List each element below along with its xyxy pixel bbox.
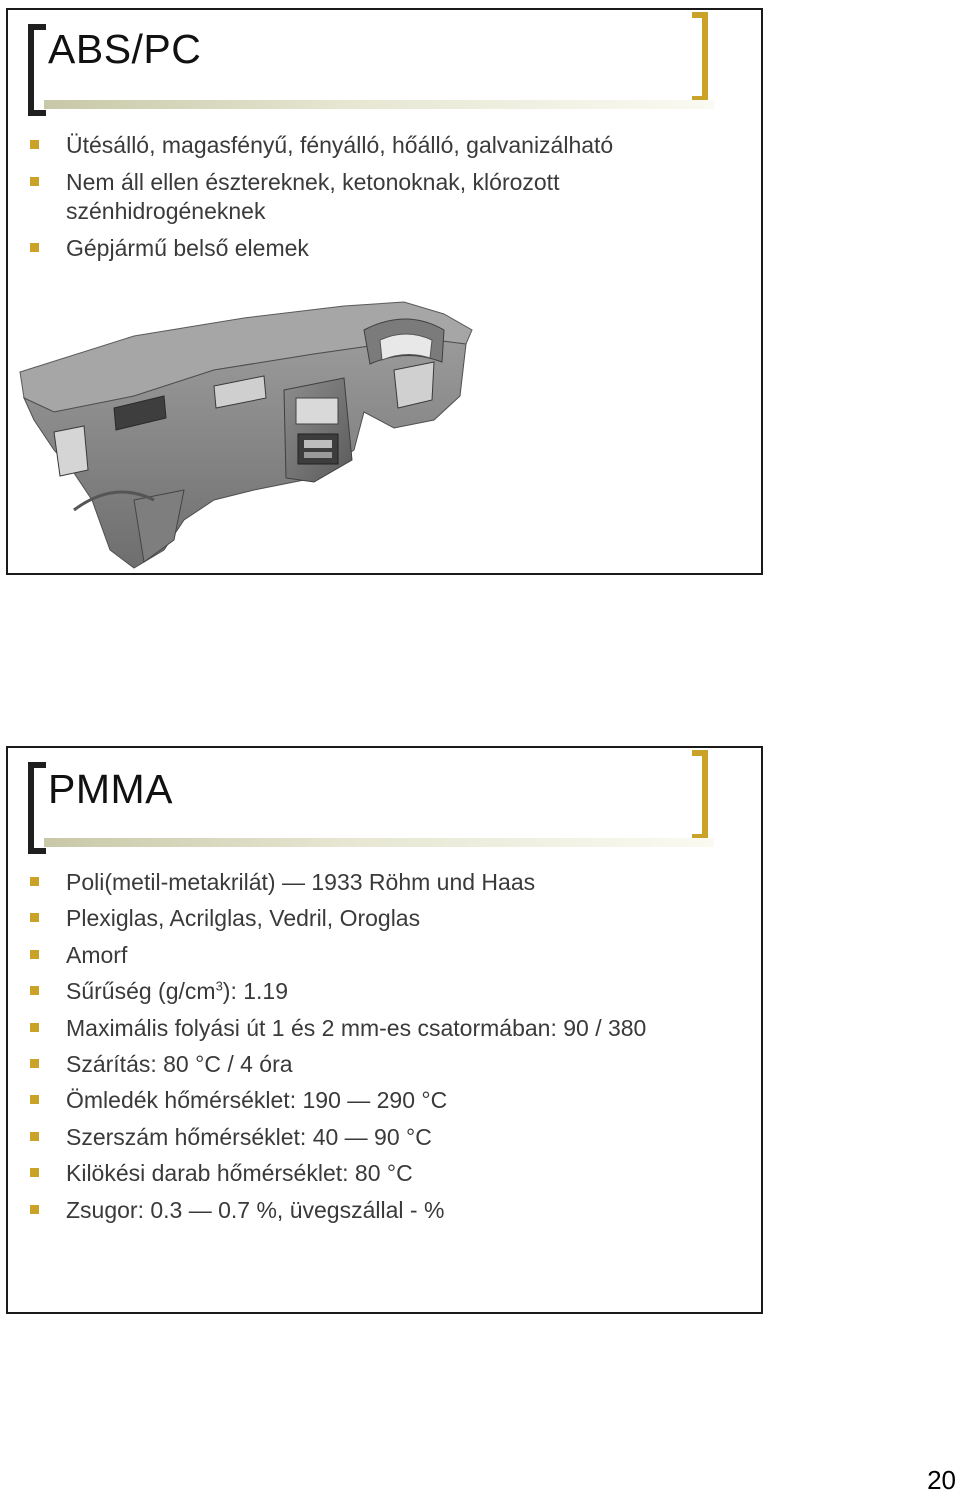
bullet-square-icon bbox=[30, 913, 39, 922]
list-item bbox=[8, 937, 728, 973]
bullet-text: Kilökési darab hőmérséklet: 80 °C bbox=[66, 1160, 413, 1187]
list-item bbox=[8, 864, 728, 900]
list-item bbox=[8, 1192, 728, 1228]
title-right-bracket bbox=[692, 750, 708, 840]
bullet-text: Gépjármű belső elemek bbox=[66, 235, 309, 261]
bullet-text: Ütésálló, magasfényű, fényálló, hőálló, galvanizálható bbox=[66, 132, 614, 158]
density-label: Sűrűség (g/cm bbox=[66, 978, 216, 1005]
list-item bbox=[8, 1082, 728, 1118]
slide-title: PMMA bbox=[48, 766, 173, 812]
list-item bbox=[8, 900, 728, 936]
slide-title: ABS/PC bbox=[48, 26, 202, 72]
bullet-square-icon bbox=[30, 950, 39, 959]
bullet-text: Poli(metil-metakrilát) — 1933 Röhm und Haas bbox=[66, 869, 536, 895]
list-item bbox=[8, 1010, 728, 1046]
list-item bbox=[8, 1046, 728, 1082]
title-underline bbox=[44, 838, 714, 847]
density-superscript: 3 bbox=[215, 978, 223, 994]
list-item bbox=[8, 234, 708, 263]
bullet-square-icon bbox=[30, 1205, 39, 1214]
bullet-square-icon bbox=[30, 243, 39, 252]
slide-abs-pc bbox=[6, 8, 763, 575]
bullet-square-icon bbox=[30, 1168, 39, 1177]
car-dashboard-image bbox=[14, 300, 474, 572]
bullet-square-icon bbox=[30, 1132, 39, 1141]
list-item bbox=[8, 1155, 728, 1191]
slide-pmma bbox=[6, 746, 763, 1314]
title-right-bracket bbox=[692, 12, 708, 102]
page-number: 20 bbox=[927, 1465, 956, 1495]
bullet-square-icon bbox=[30, 1095, 39, 1104]
bullet-text: Plexiglas, Acrilglas, Vedril, Oroglas bbox=[66, 905, 421, 932]
title-underline bbox=[44, 100, 714, 109]
bullet-square-icon bbox=[30, 986, 39, 995]
bullet-text: Nem áll ellen észtereknek, ketonoknak, klórozott szénhidrogéneknek bbox=[66, 169, 560, 224]
bullet-square-icon bbox=[30, 1023, 39, 1032]
bullet-text: Maximális folyási út 1 és 2 mm-es csatormában: 90 / 380 bbox=[66, 1014, 647, 1041]
bullet-square-icon bbox=[30, 1059, 39, 1068]
bullet-square-icon bbox=[30, 177, 39, 186]
bullet-text: Ömledék hőmérséklet: 190 — 290 °C bbox=[66, 1087, 448, 1114]
list-item bbox=[8, 1119, 728, 1155]
bullet-square-icon bbox=[30, 140, 39, 149]
list-item bbox=[8, 131, 708, 160]
bullet-text: Amorf bbox=[66, 941, 128, 968]
list-item bbox=[8, 168, 708, 226]
bullet-text: Szerszám hőmérséklet: 40 — 90 °C bbox=[66, 1123, 432, 1150]
bullet-text: Szárítás: 80 °C / 4 óra bbox=[66, 1051, 293, 1078]
bullet-list bbox=[8, 864, 728, 1228]
bullet-list bbox=[8, 131, 708, 263]
list-item bbox=[8, 973, 728, 1009]
bullet-square-icon bbox=[30, 877, 39, 886]
bullet-text: Zsugor: 0.3 — 0.7 %, üvegszállal - % bbox=[66, 1196, 445, 1223]
density-value: ): 1.19 bbox=[222, 978, 289, 1005]
